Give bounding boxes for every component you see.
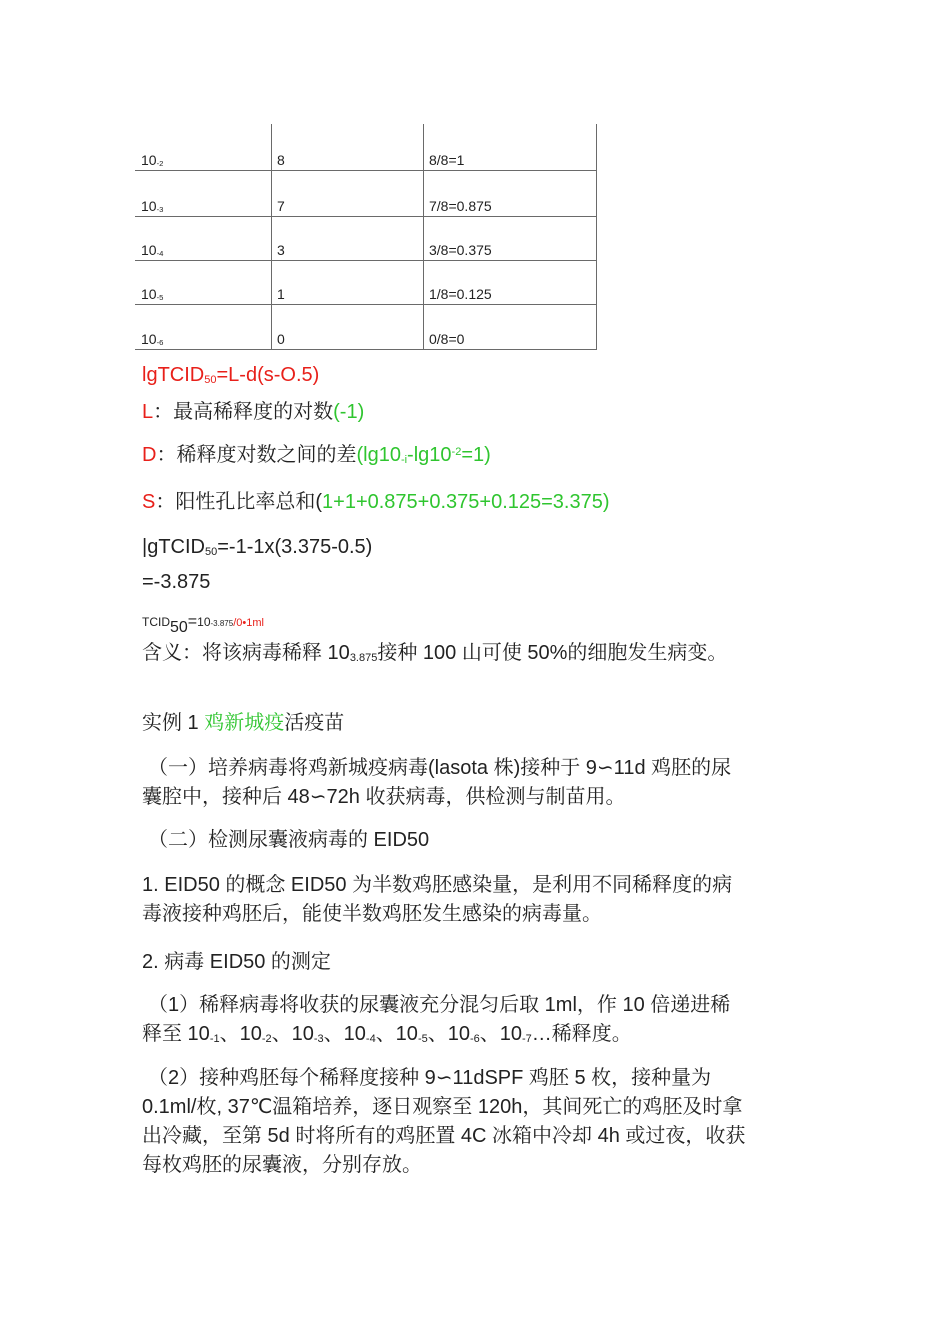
paragraph-1-line-2: 囊腔中，接种后 48∽72h 收获病毒，供检测与制苗用。	[142, 786, 626, 808]
paragraph-4: 2. 病毒 EID50 的测定	[142, 951, 331, 973]
dilution-table	[135, 124, 597, 350]
table-right-border	[596, 124, 597, 350]
table-cell: 8	[277, 152, 285, 168]
definition-L: L：最高稀释度的对数(-1)	[142, 401, 365, 423]
table-row-divider	[135, 170, 597, 171]
table-row: 10-5	[141, 286, 164, 303]
meaning-line: 含义：将该病毒稀释 103.875接种 100 山可使 50%的细胞发生病变。	[142, 642, 728, 664]
definition-S: S：阳性孔比率总和(1+1+0.875+0.375+0.125=3.375)	[142, 491, 610, 513]
calculation-line-2: =-3.875	[142, 571, 211, 593]
table-cell: 1	[277, 286, 285, 302]
formula-line: lgTCID50=L-d(s-O.5)	[142, 364, 320, 386]
table-cell: 3	[277, 242, 285, 258]
table-row: 10-4	[141, 242, 164, 259]
table-cell: 8/8=1	[429, 152, 465, 168]
table-col-divider	[423, 124, 424, 350]
paragraph-6-line-2: 0.1ml/枚, 37℃温箱培养，逐日观察至 120h，其间死亡的鸡胚及时拿	[142, 1096, 743, 1118]
paragraph-6-line-4: 每枚鸡胚的尿囊液，分别存放。	[142, 1154, 422, 1176]
table-cell: 0/8=0	[429, 331, 465, 347]
table-col-divider	[271, 124, 272, 350]
paragraph-2: （二）检测尿囊液病毒的 EID50	[148, 829, 430, 851]
table-cell: 7/8=0.875	[429, 198, 492, 214]
paragraph-6-line-1: （2）接种鸡胚每个稀释度接种 9∽11dSPF 鸡胚 5 枚，接种量为	[148, 1067, 712, 1089]
table-cell: 1/8=0.125	[429, 286, 492, 302]
paragraph-6-line-3: 出冷藏，至第 5d 时将所有的鸡胚置 4C 冰箱中冷却 4h 或过夜，收获	[142, 1125, 746, 1147]
table-row-divider	[135, 304, 597, 305]
calculation-line-1: |gTCID50=-1-1x(3.375-0.5)	[142, 536, 373, 558]
table-cell: 0	[277, 331, 285, 347]
table-bottom-border	[135, 349, 597, 350]
table-row-divider	[135, 260, 597, 261]
example-title: 实例 1 鸡新城疫活疫苗	[142, 712, 345, 734]
table-row: 10-2	[141, 152, 164, 169]
definition-D: D：稀释度对数之间的差$(\lg 10-i-\lg 10^{-2}=1)$	[142, 444, 491, 466]
table-cell: 7	[277, 198, 285, 214]
paragraph-1-line-1: （一）培养病毒将鸡新城疫病毒(lasota 株)接种于 9∽11d 鸡胚的尿	[148, 757, 732, 779]
table-row: 10-6	[141, 331, 164, 348]
table-row: 10-3	[141, 198, 164, 215]
table-cell: 3/8=0.375	[429, 242, 492, 258]
table-row-divider	[135, 216, 597, 217]
tcid-result: TCID50=10-3.875/0•1ml	[142, 613, 264, 636]
paragraph-3-line-2: 毒液接种鸡胚后，能使半数鸡胚发生感染的病毒量。	[142, 903, 602, 925]
paragraph-5-line-2: 释至 10-1、10-2、10-3、10-4、10-5、10-6、10-7…稀释度。	[142, 1023, 632, 1045]
paragraph-3-line-1: 1. EID50 的概念 EID50 为半数鸡胚感染量，是利用不同稀释度的病	[142, 874, 733, 896]
paragraph-5-line-1: （1）稀释病毒将收获的尿囊液充分混匀后取 1ml，作 10 倍递进稀	[148, 994, 731, 1016]
